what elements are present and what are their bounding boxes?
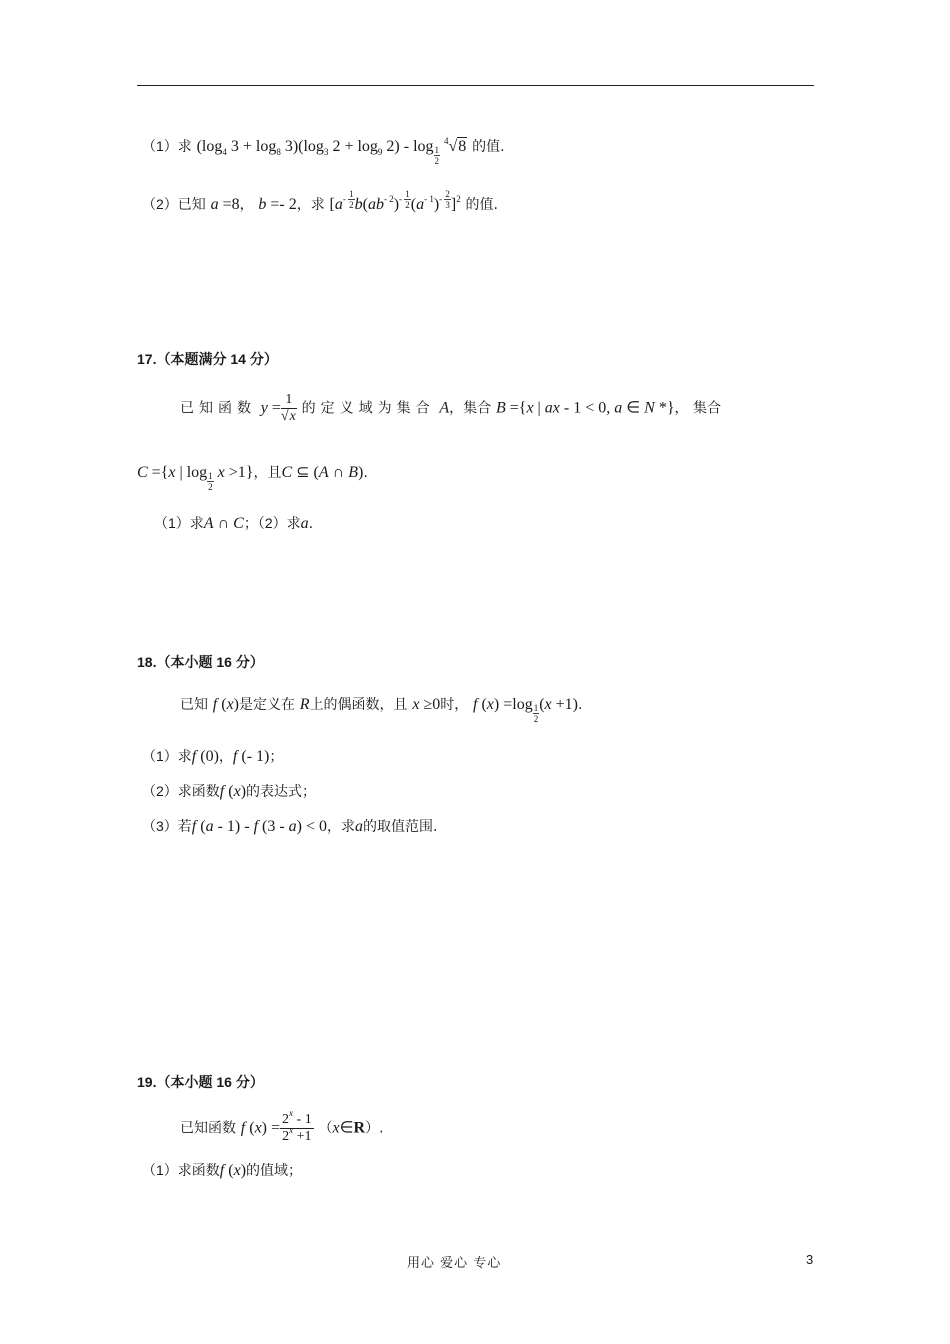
q17-stem-line2: C ={x | log $\frac{1}{2}$ x >1}，且C ⊆ (A ∩ B). xyxy=(137,464,368,492)
q19-heading: 19.（本小题 16 分） xyxy=(137,1074,264,1090)
q16-part2: （2）已知 a =8， b =- 2，求 $[a^{- \frac{1}{2}}b(ab^{- 2})^{- \frac{1}{2}}(a^{- 1})^{- \frac{2}{3}}]^2$ 的值. xyxy=(142,189,498,213)
q16-part1: （1）求 ($\log_4$ $3 + \log_8 3)(\log_3$ $2 + \log_9 2) - \log$ $\frac{1}{2} ^4√8$ 的值. xyxy=(142,136,505,166)
q19-part1: （1）求函数f (x)的值域； xyxy=(142,1162,303,1179)
footer-slogan: 用心 爱心 专心 xyxy=(407,1256,502,1271)
q18-part2: （2）求函数f (x)的表达式； xyxy=(142,783,317,800)
q18-part3: （3）若f (a - 1) - f (3 - a) < 0，求a的取值范围. xyxy=(142,818,438,835)
q18-stem: 已知 f (x)是定义在 R上的偶函数，且 x ≥0时， f (x) =log $\frac{1}{2}(x +1)$. xyxy=(180,696,583,724)
page-number: 3 xyxy=(806,1252,814,1267)
q17-stem-line1: 已知函数 y = $\frac{1}{√x}$ 的定义域为集合 A，集合 B ={x | ax - 1 < 0, a ∈ N *}， 集合 xyxy=(180,392,721,424)
q18-part1: （1）求f (0)，f (- 1)； xyxy=(142,748,284,765)
q17-heading: 17.（本题满分 14 分） xyxy=(137,351,278,367)
header-rule xyxy=(137,85,814,86)
q17-parts: （1）求A ∩ C；（2）求a. xyxy=(154,515,314,532)
q18-heading: 18.（本小题 16 分） xyxy=(137,654,264,670)
q19-stem: 已知函数 f (x) = $\frac{2^x - 1}{2^x +1}$ （x∈R）. xyxy=(180,1108,384,1144)
